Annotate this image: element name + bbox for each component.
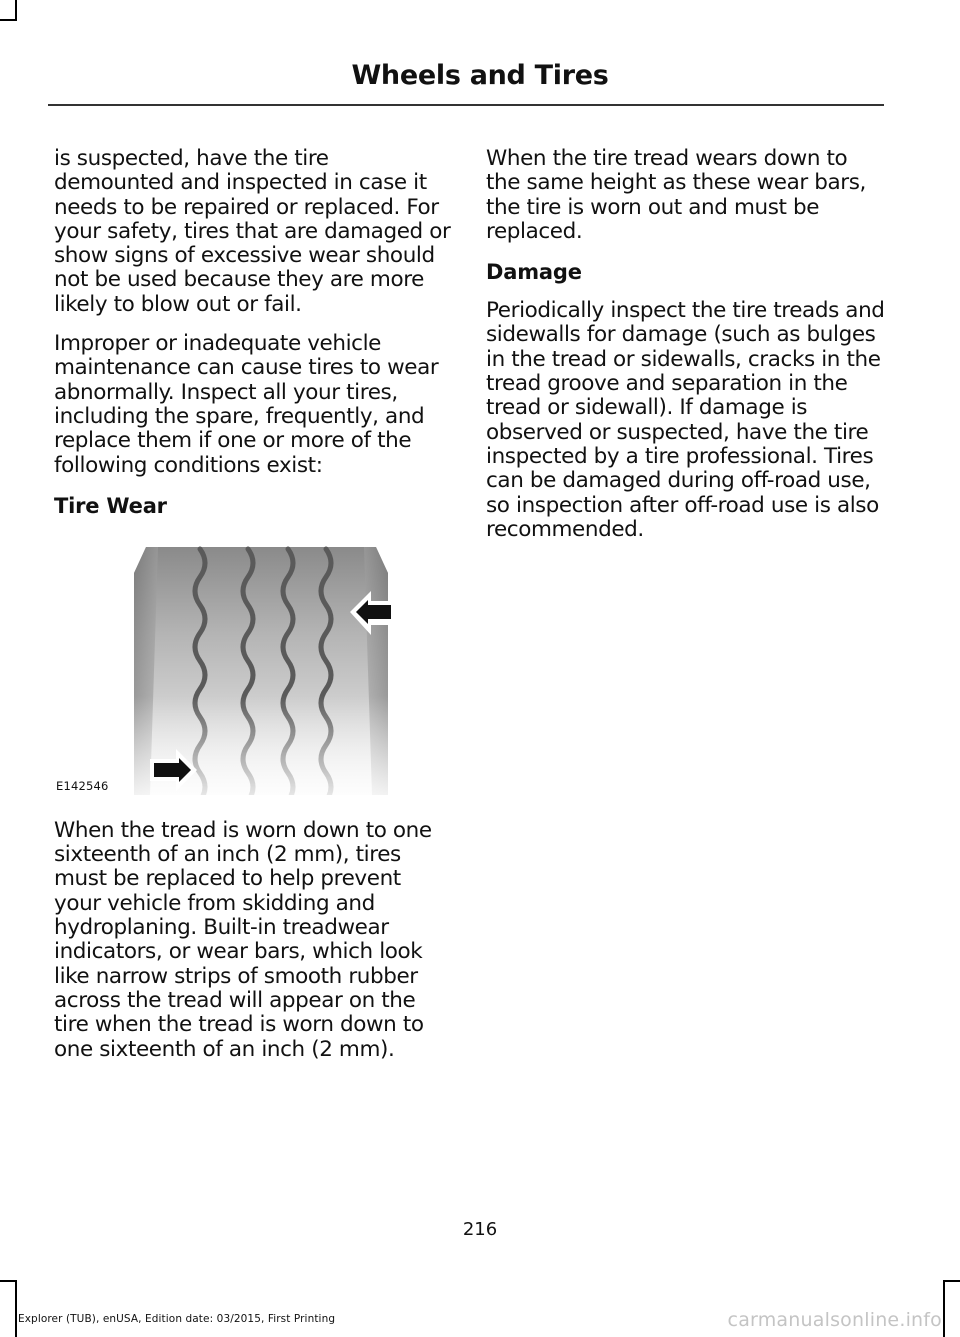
tire-wear-figure	[54, 533, 452, 795]
heading-damage: Damage	[486, 260, 582, 285]
crop-mark-top-left-v	[15, 0, 17, 20]
crop-mark-bottom-left-h	[0, 1280, 17, 1282]
heading-tire-wear: Tire Wear	[54, 493, 167, 518]
left-column	[54, 147, 452, 1077]
watermark: carmanualsonline.info	[727, 1309, 942, 1331]
tire-tread-illustration	[54, 533, 452, 795]
header-divider	[48, 104, 884, 106]
left-paragraph-1: is suspected, have the tire demounted and inspected in case it needs to be repaired or replaced. For your safety, tires that are damaged or show signs of excessive wear should not be used because they are more likely to blow out or fail.	[54, 146, 451, 317]
crop-mark-bottom-right-h	[943, 1280, 960, 1282]
right-paragraph-1: When the tire tread wears down to the same height as these wear bars, the tire is worn out and must be replaced.	[486, 146, 866, 244]
crop-mark-bottom-left-v	[15, 1280, 17, 1337]
page-number: 216	[462, 1219, 498, 1240]
figure-code: E142546	[56, 778, 109, 793]
page-title: Wheels and Tires	[351, 60, 609, 91]
left-paragraph-3: When the tread is worn down to one sixteenth of an inch (2 mm), tires must be replaced to help prevent your vehicle from skidding and hydroplaning. Built-in treadwear indicators, or wear bars, which look like narrow strips of smooth rubber across the tread will appear on the tire when the tread is worn down to one sixteenth of an inch (2 mm).	[54, 817, 432, 1062]
right-paragraph-2: Periodically inspect the tire treads and sidewalls for damage (such as bulges in the tread or sidewalls, cracks in the tread groove and separation in the tread or sidewall). If damage is observed or suspected, have the tire inspected by a tire professional. Tires can be damaged during off-road use, so inspection after off-road use is also recommended.	[486, 298, 885, 542]
crop-mark-top-left-h	[0, 19, 17, 21]
crop-mark-bottom-right-v	[943, 1280, 945, 1337]
left-paragraph-2: Improper or inadequate vehicle maintenance can cause tires to wear abnormally. Inspect all your tires, including the spare, frequently, and replace them if one or more of the following conditions exist:	[54, 331, 439, 478]
footer-edition: Explorer (TUB), enUSA, Edition date: 03/2015, First Printing	[18, 1313, 336, 1325]
right-column	[486, 147, 886, 557]
